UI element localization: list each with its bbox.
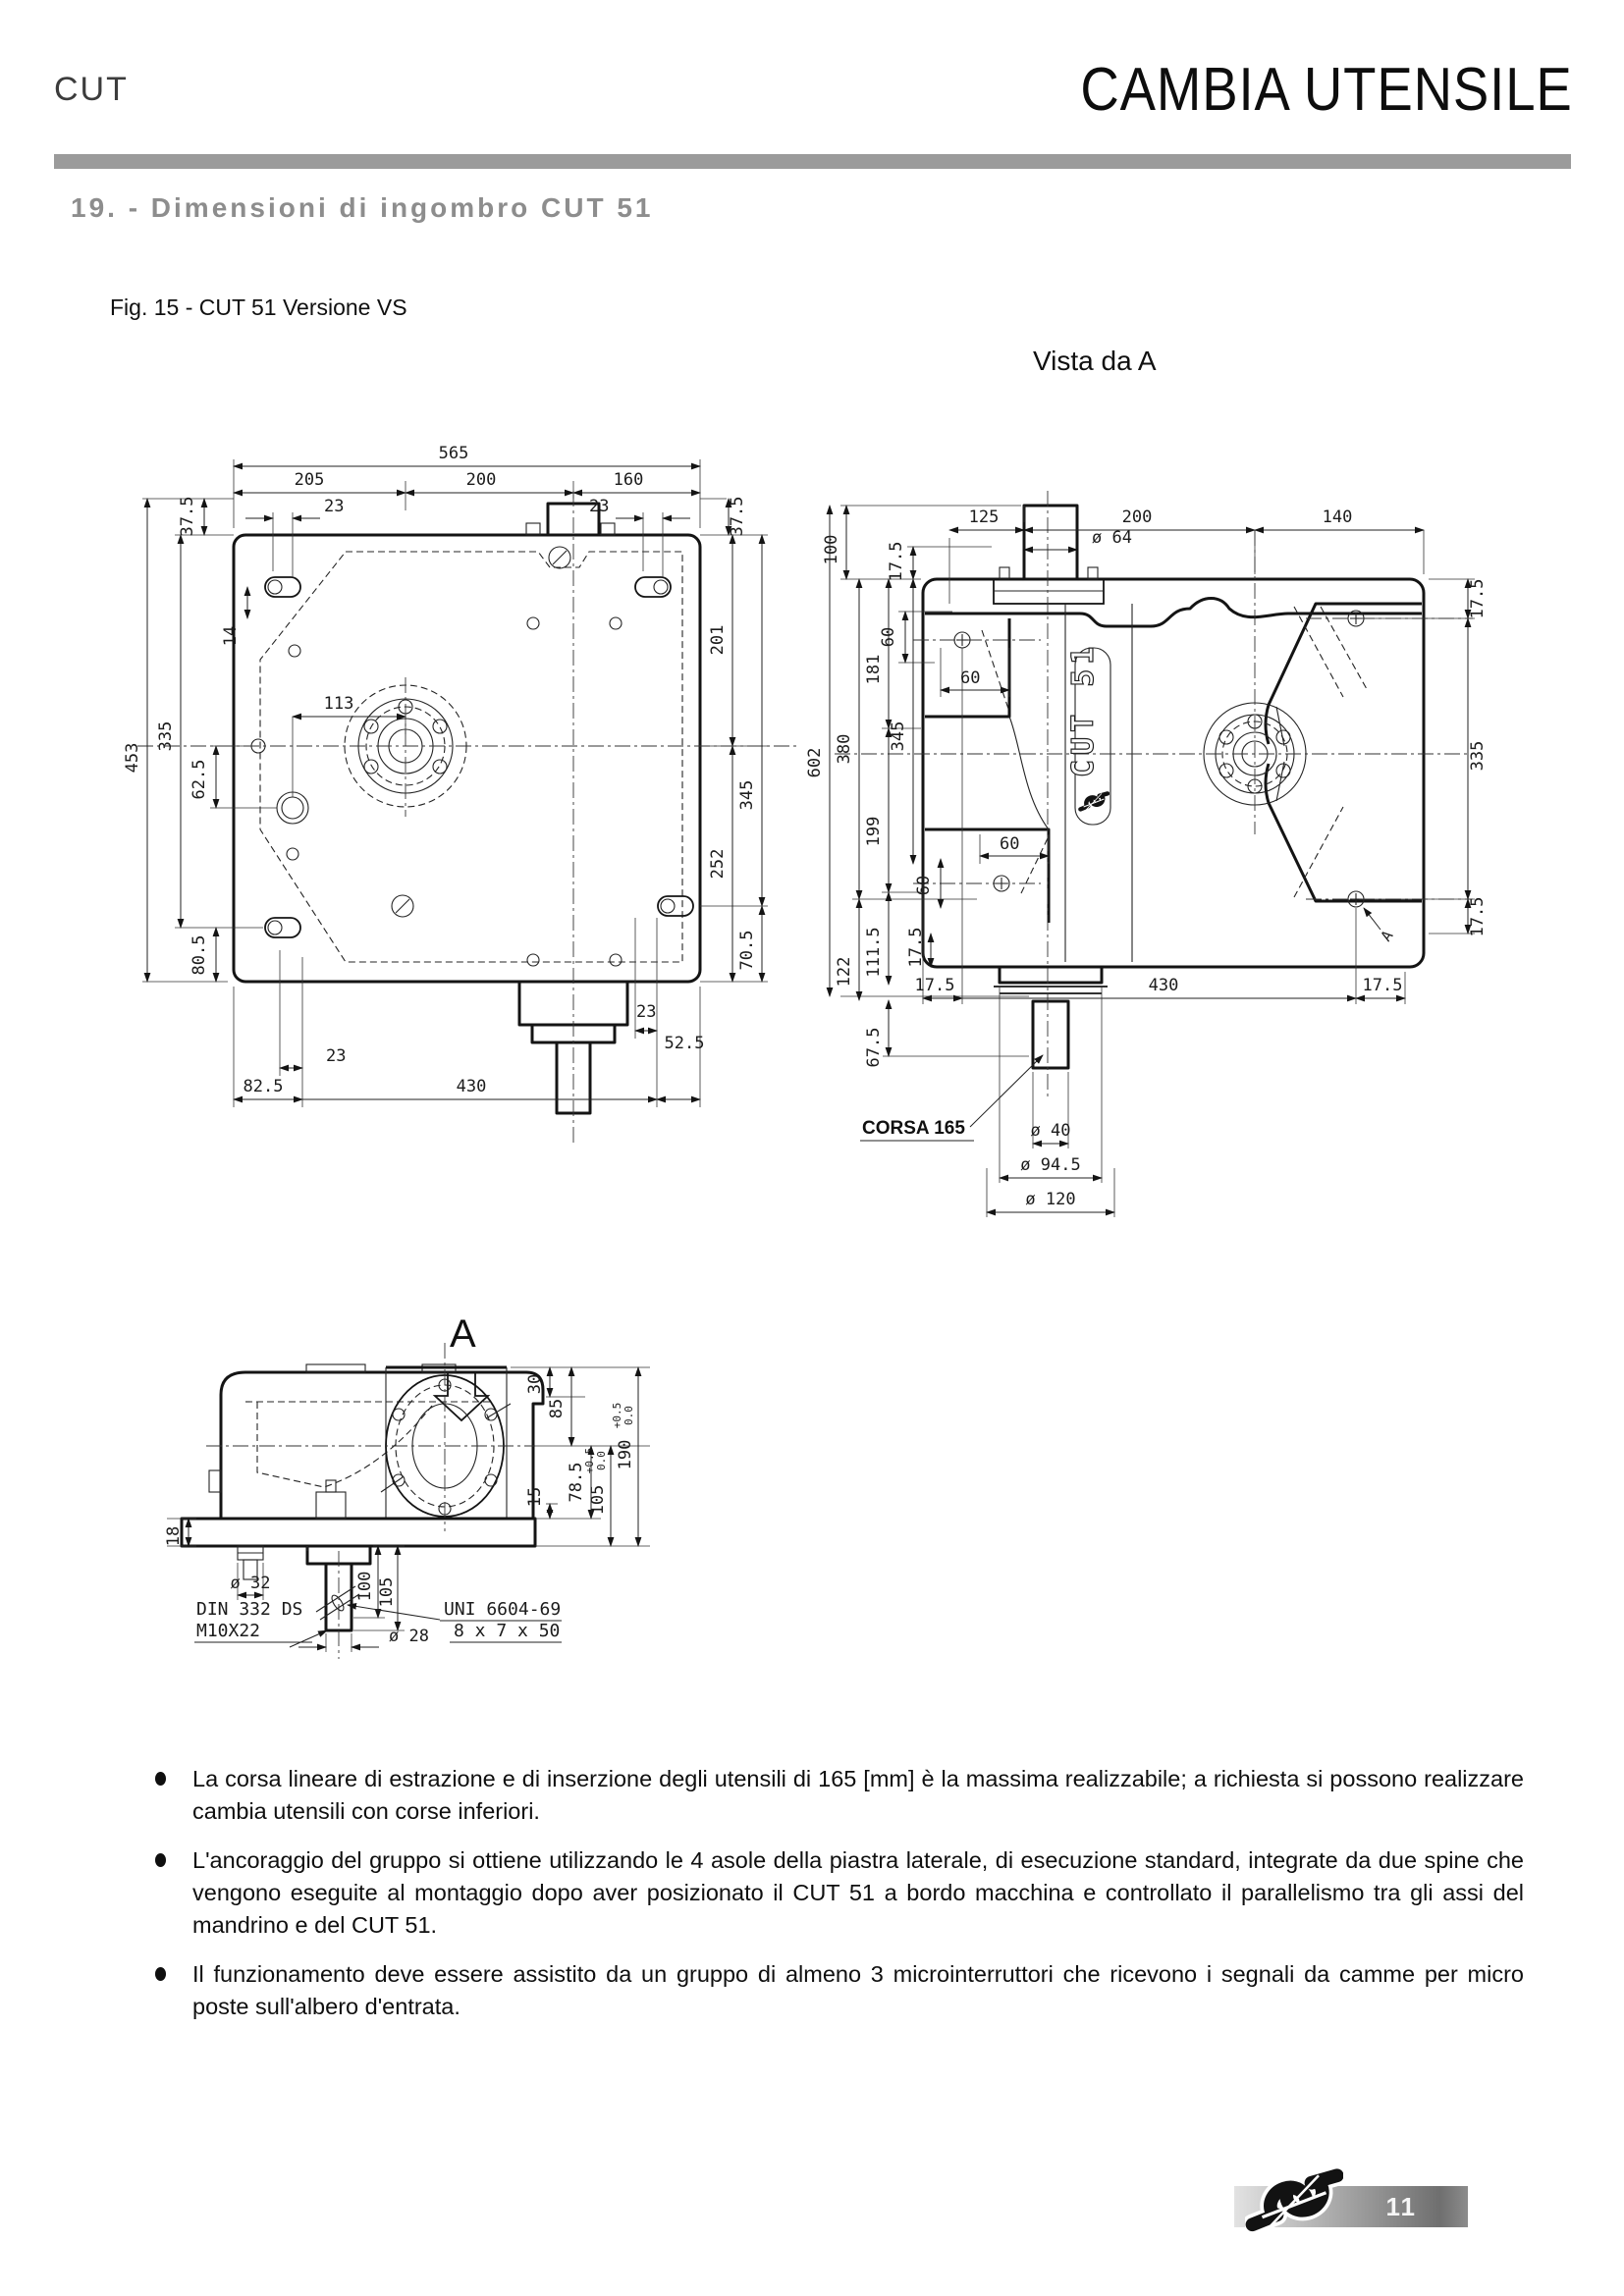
side-view	[805, 491, 1488, 1217]
dim-14: 14	[221, 625, 241, 647]
bullet-icon	[155, 1772, 166, 1786]
dim-252: 252	[708, 848, 728, 880]
dim-430: 430	[1148, 976, 1179, 995]
dim-17-5-l: 17.5	[906, 927, 926, 968]
dim-60-b: 60	[960, 668, 981, 688]
dim-380: 380	[835, 733, 854, 765]
dim-17-5-br: 17.5	[1362, 976, 1403, 995]
uni-note-line2: 8 x 7 x 50	[454, 1621, 561, 1641]
dim-17-5-tr: 17.5	[1468, 578, 1488, 619]
tol-zero-105: 0.0	[595, 1451, 608, 1470]
dim-80-5: 80.5	[189, 934, 209, 976]
tol-plus-190: +0.5	[611, 1402, 623, 1429]
front-view	[164, 1312, 650, 1659]
view-ref-a: A	[1377, 927, 1397, 945]
dim-23-br: 23	[636, 1002, 657, 1022]
page-number: 11	[1385, 2192, 1417, 2221]
dim-78-5: 78.5	[567, 1462, 586, 1503]
dim-100: 100	[355, 1571, 375, 1602]
dim-113: 113	[323, 694, 354, 714]
dim-111-5: 111.5	[864, 927, 884, 978]
header-rule	[54, 154, 1571, 169]
bullet-icon	[155, 1853, 166, 1867]
knot-logo-icon	[1245, 2156, 1343, 2242]
dim-17-5-r: 17.5	[1468, 896, 1488, 937]
dim-335: 335	[156, 721, 176, 752]
dim-122: 122	[835, 956, 854, 988]
note-item	[149, 1958, 1524, 2024]
dim-dia94-5: ø 94.5	[1020, 1155, 1081, 1175]
dim-200: 200	[465, 470, 497, 490]
dim-100: 100	[822, 534, 841, 565]
dim-dia32: ø 32	[230, 1574, 271, 1593]
uni-note-line1: UNI 6604-69	[444, 1599, 562, 1620]
dim-70-5: 70.5	[737, 930, 757, 971]
dim-430: 430	[456, 1077, 487, 1096]
dim-105-right: 105	[588, 1484, 608, 1516]
dim-17-5-bl: 17.5	[914, 976, 955, 995]
dim-62-5: 62.5	[189, 759, 209, 800]
dim-125: 125	[968, 507, 1000, 527]
dim-199: 199	[864, 816, 884, 847]
corsa-note: CORSA 165	[862, 1118, 965, 1139]
dim-37-5-left: 37.5	[178, 496, 197, 537]
dim-18: 18	[164, 1525, 184, 1547]
tol-plus-105: +0.5	[583, 1447, 596, 1474]
dim-345: 345	[889, 721, 908, 752]
dim-565: 565	[438, 444, 469, 463]
figure-caption: Fig. 15 - CUT 51 Versione VS	[110, 294, 407, 320]
note-text: Il funzionamento deve essere assistito da un gruppo di almeno 3 microinterruttori che ricevono i segnali da camme per micro poste sull'albero d'entrata.	[192, 1960, 1524, 2020]
dim-23-tl: 23	[324, 497, 345, 516]
dim-190: 190	[616, 1439, 635, 1470]
section-heading: 19. - Dimensioni di ingombro CUT 51	[71, 192, 654, 223]
dim-52-5: 52.5	[664, 1034, 705, 1053]
dim-60-a: 60	[879, 626, 898, 648]
dim-dia120: ø 120	[1025, 1190, 1076, 1209]
dim-60-d: 60	[914, 875, 934, 896]
din-note-line2: M10X22	[196, 1621, 261, 1641]
dim-85: 85	[547, 1398, 567, 1419]
note-text: La corsa lineare di estrazione e di inserzione degli utensili di 165 [mm] è la massima realizzabile; a richiesta si possono realizzare cambia utensili con corse inferiori.	[192, 1766, 1524, 1825]
notes-list	[149, 1763, 1524, 2040]
dim-205: 205	[294, 470, 325, 490]
dim-23-tr: 23	[589, 497, 610, 516]
note-item	[149, 1844, 1524, 1943]
dim-453: 453	[123, 742, 142, 774]
top-view	[123, 444, 797, 1144]
technical-drawing	[0, 412, 1624, 1747]
dim-160: 160	[613, 470, 644, 490]
dim-201: 201	[708, 624, 728, 656]
tol-zero-190: 0.0	[623, 1406, 635, 1425]
dim-200: 200	[1121, 507, 1153, 527]
din-note-line1: DIN 332 DS	[196, 1599, 303, 1620]
view-arrow-label: A	[450, 1312, 476, 1356]
dim-60-c: 60	[1000, 834, 1020, 854]
note-text: L'ancoraggio del gruppo si ottiene utilizzando le 4 asole della piastra laterale, di esecuzione standard, integrate da due spine che vengono eseguite al montaggio dopo aver posizionato il CUT 51 a bordo macchina e controllato il parallelismo tra gli assi del mandrino e del CUT 51.	[192, 1846, 1524, 1939]
note-item	[149, 1763, 1524, 1829]
dim-dia64: ø 64	[1092, 528, 1132, 548]
brand-logo-icon	[1080, 793, 1108, 810]
header-product-code: CUT	[54, 71, 129, 108]
dim-dia28: ø 28	[389, 1627, 429, 1646]
dim-602: 602	[805, 747, 825, 778]
dim-105: 105	[377, 1576, 397, 1608]
dim-15: 15	[525, 1486, 545, 1508]
dim-345: 345	[737, 779, 757, 811]
page-title: CAMBIA UTENSILE	[1080, 56, 1573, 124]
dim-181: 181	[864, 654, 884, 685]
body-casting-label: CUT 51	[1066, 641, 1101, 777]
dim-140: 140	[1322, 507, 1353, 527]
dim-17-5-tl: 17.5	[887, 541, 906, 582]
dim-335: 335	[1468, 740, 1488, 772]
bullet-icon	[155, 1967, 166, 1981]
dim-30: 30	[525, 1373, 545, 1395]
dim-37-5-right: 37.5	[728, 496, 747, 537]
dim-82-5: 82.5	[243, 1077, 284, 1096]
vista-label: Vista da A	[1033, 346, 1157, 376]
dim-67-5: 67.5	[864, 1027, 884, 1068]
dim-dia40: ø 40	[1030, 1121, 1071, 1141]
dim-23-bl: 23	[326, 1046, 347, 1066]
